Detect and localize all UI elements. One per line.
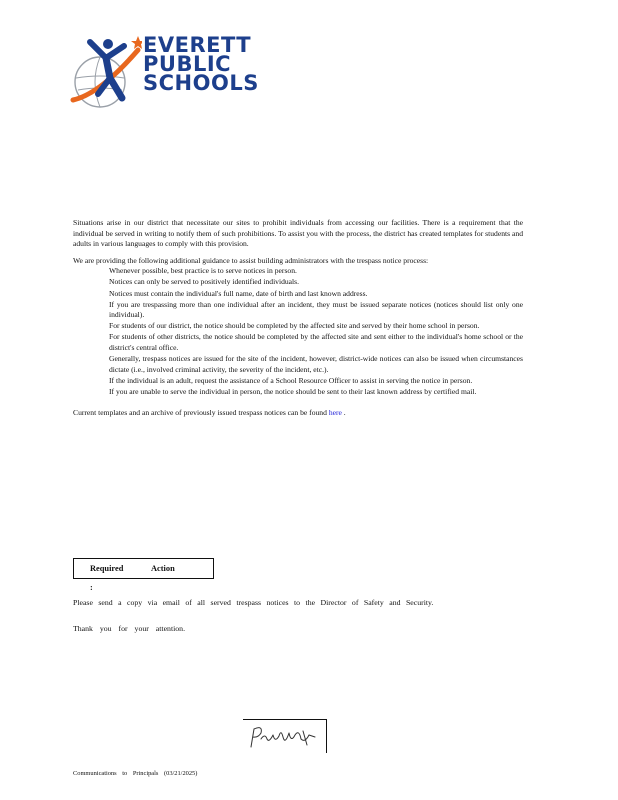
list-item: Whenever possible, best practice is to serve notices in person. (109, 266, 297, 276)
list-item: Notices must contain the individual's full name, date of birth and last known address. (109, 288, 368, 298)
list-item: For students of our district, the notice should be completed by the affected site and served by their home school in person. (109, 321, 480, 331)
thanks-line: Thank you for your attention. (73, 624, 186, 633)
logo-line-1: EVERETT (143, 33, 252, 57)
guidance-list (73, 266, 523, 397)
logo-mark-icon (70, 34, 142, 114)
list-item: If the individual is an adult, request the assistance of a School Resource Officer to assist in serving the notice in person. (109, 375, 473, 385)
list-item: Notices can only be served to positively identified individuals. (109, 277, 300, 287)
district-logo (70, 34, 260, 114)
list-item: For students of other districts, the notice should be completed by the affected site and sent either to the individual's home school or the district's central office. (109, 332, 523, 353)
templates-text: Current templates and an archive of previously issued trespass notices can be found (73, 407, 327, 417)
required-action-word-1: Required (90, 564, 124, 573)
guidance-lead: We are providing the following additional guidance to assist building administrators with the trespass notice process: (73, 255, 429, 265)
intro-paragraph: Situations arise in our district that necessitate our sites to prohibit individuals from accessing our facilities. There is a requirement that the individual be served in writing to notify them of such prohibitions. To assist you with the process, the district has created templates for students and adults in various languages to comply with this provision. (73, 218, 523, 249)
templates-link[interactable]: here (328, 407, 342, 417)
required-action-box (73, 558, 214, 592)
required-action-word-2: Action (151, 564, 175, 573)
footer-note: Communications to Principals (03/21/2025) (73, 770, 198, 777)
list-item: If you are trespassing more than one individual after an incident, they must be issued separate notices (notices should list only one individual). (109, 299, 523, 320)
signature-image (245, 721, 325, 753)
memo-body (73, 218, 523, 418)
list-item: Generally, trespass notices are issued for the site of the incident, however, district-wide notices can also be issued when circumstances dictate (i.e., involved criminal activity, the severity of the incident, etc.). (109, 354, 523, 374)
templates-paragraph (73, 408, 523, 419)
logo-wordmark (143, 33, 259, 95)
signature-block (243, 719, 327, 753)
list-item: If you are unable to serve the individual in person, the notice should be sent to their last known address by certified mail. (109, 386, 477, 396)
logo-line-2: PUBLIC (143, 52, 232, 76)
templates-period: . (343, 407, 346, 417)
instruction-paragraph: Please send a copy via email of all served trespass notices to the Director of Safety and Security. (73, 598, 434, 607)
required-action-colon: : (90, 583, 93, 592)
logo-line-3: SCHOOLS (143, 71, 259, 95)
